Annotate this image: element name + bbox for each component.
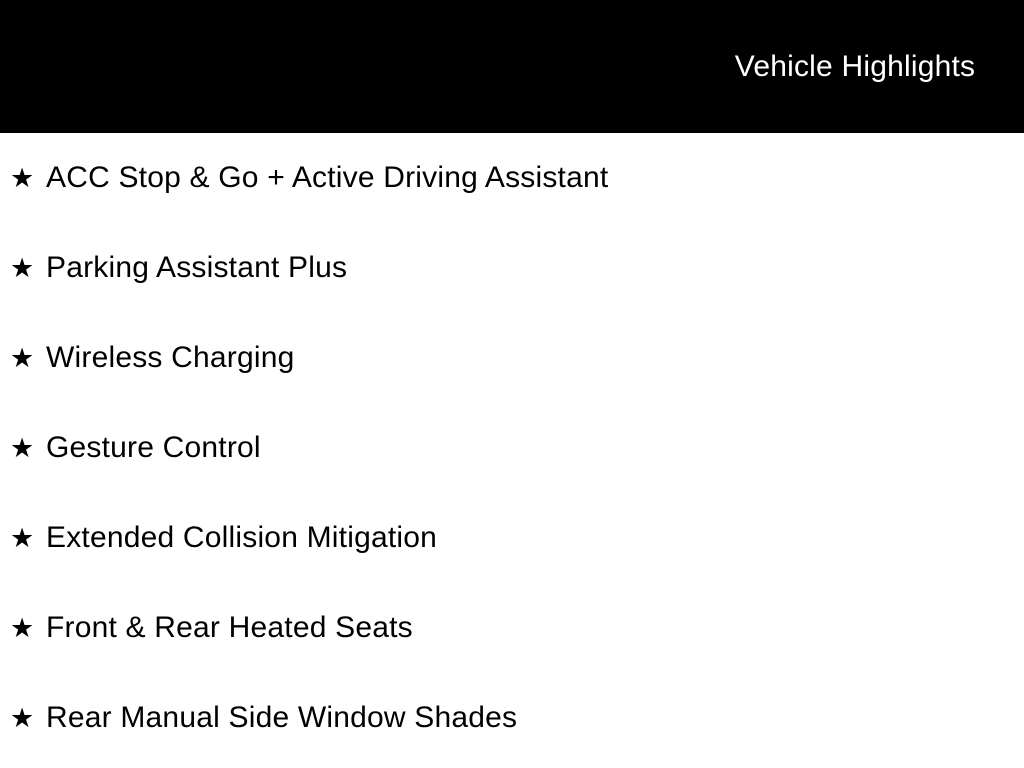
page-title: Vehicle Highlights [734,49,976,83]
list-item [0,583,1024,673]
list-item [0,313,1024,403]
list-item [0,673,1024,763]
list-item [0,223,1024,313]
list-item-label: Gesture Control [46,431,261,464]
star-icon: ★ [10,522,35,553]
list-item-label: Front & Rear Heated Seats [46,611,413,644]
star-icon: ★ [10,162,35,193]
star-icon: ★ [10,252,35,283]
list-item-label: Rear Manual Side Window Shades [46,701,518,734]
star-icon: ★ [10,342,35,373]
list-item-label: Wireless Charging [46,341,295,374]
list-item [0,133,1024,223]
header-bar [0,0,1024,133]
star-icon: ★ [10,612,35,643]
star-icon: ★ [10,432,35,463]
star-icon: ★ [10,702,35,733]
highlights-list [0,133,1024,763]
list-item [0,403,1024,493]
list-item-label: Extended Collision Mitigation [46,521,438,554]
list-item-label: ACC Stop & Go + Active Driving Assistant [46,161,609,194]
list-item-label: Parking Assistant Plus [46,251,348,284]
list-item [0,493,1024,583]
